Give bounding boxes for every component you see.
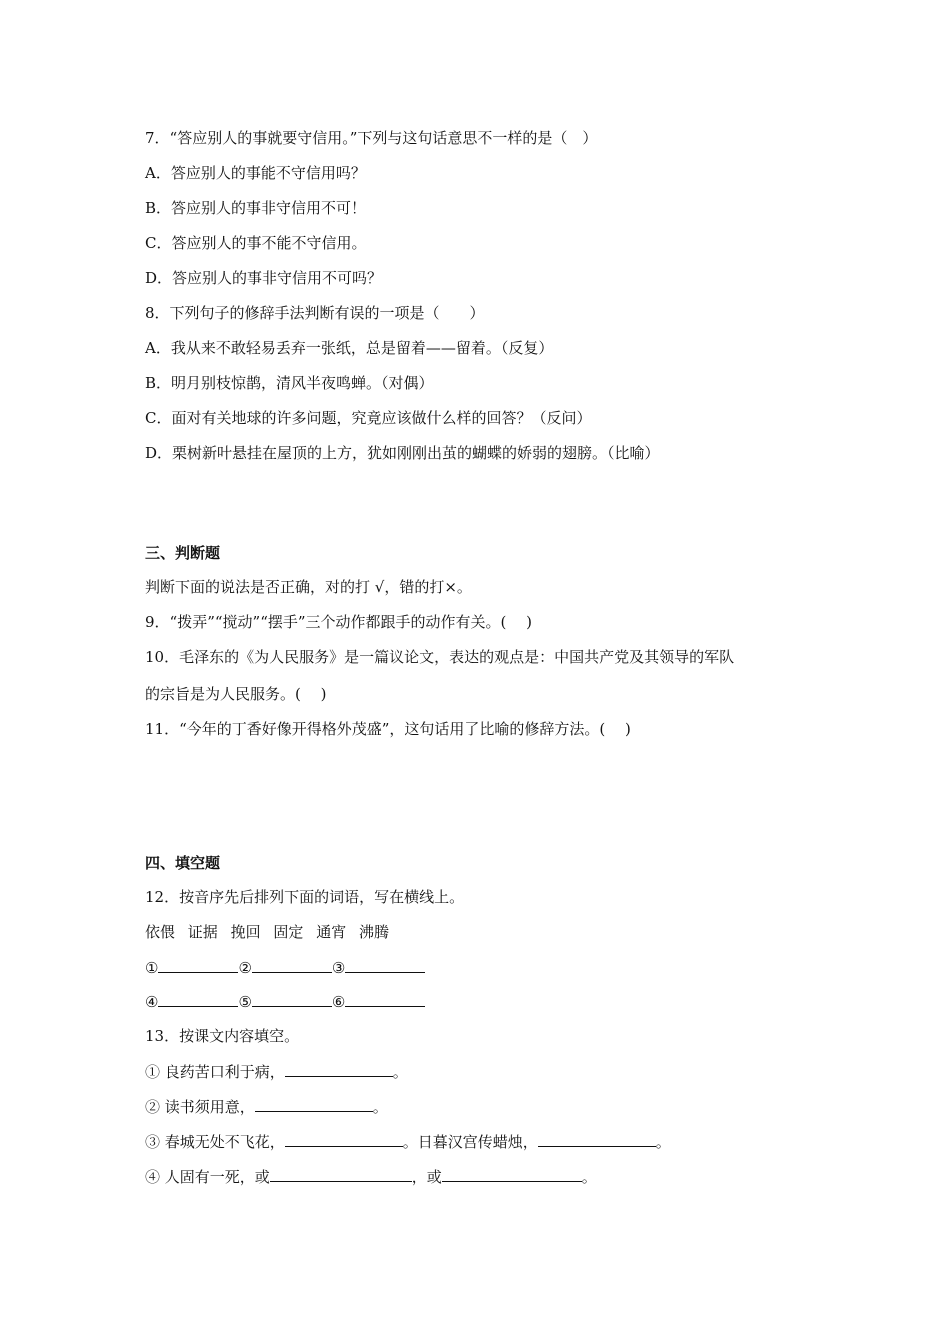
answer-mark: ⑤ (238, 993, 252, 1011)
q11-text: 11．“今年的丁香好像开得格外茂盛”，这句话用了比喻的修辞方法。( ) (145, 720, 631, 738)
answer-blank[interactable] (252, 957, 332, 973)
answer-blank[interactable] (158, 991, 238, 1007)
q12-word: 依偎 (145, 923, 176, 941)
q13-item-4: ④ 人固有一死，或 ，或 。 (145, 1168, 597, 1186)
answer-blank[interactable] (442, 1166, 582, 1182)
answer-blank[interactable] (270, 1166, 412, 1182)
answer-mark: ⑥ (331, 993, 346, 1011)
q7-option-c: C．答应别人的事不能不守信用。 (145, 234, 367, 252)
answer-blank[interactable] (158, 957, 238, 973)
section3-heading: 三、判断题 (145, 544, 221, 562)
section4-heading: 四、填空题 (145, 854, 221, 872)
q13-item-2: ② 读书须用意， 。 (145, 1098, 388, 1116)
q8-option-d: D．栗树新叶悬挂在屋顶的上方，犹如刚刚出茧的蝴蝶的娇弱的翅膀。（比喻） (145, 444, 660, 462)
answer-blank[interactable] (345, 957, 425, 973)
q13-stem: 13．按课文内容填空。 (145, 1027, 300, 1045)
q12-answer-row-1 (145, 957, 425, 978)
answer-blank[interactable] (252, 991, 332, 1007)
answer-mark: ① (145, 959, 159, 977)
answer-mark: ② (238, 959, 252, 977)
answer-mark: ③ (331, 959, 346, 977)
q8-option-b: B．明月别枝惊鹊，清风半夜鸣蝉。（对偶） (145, 374, 434, 392)
q13-item-3: ③ 春城无处不飞花， 。日暮汉宫传蜡烛， 。 (145, 1133, 671, 1151)
q12-word-list (145, 922, 389, 942)
q12-word: 证据 (187, 923, 218, 941)
answer-blank[interactable] (255, 1096, 373, 1112)
q7-option-b: B．答应别人的事非守信用不可！ (145, 199, 367, 217)
q9-text: 9．“拨弄”“搅动”“摆手”三个动作都跟手的动作有关。( ) (145, 613, 533, 631)
answer-mark: ④ (145, 993, 159, 1011)
q12-word: 沸腾 (358, 923, 389, 941)
q13-item-1: ① 良药苦口利于病， 。 (145, 1063, 408, 1081)
q7-option-a: A．答应别人的事能不守信用吗？ (145, 164, 366, 182)
answer-blank[interactable] (285, 1131, 403, 1147)
q10-text-line2: 的宗旨是为人民服务。( ) (145, 685, 327, 703)
q8-option-a: A．我从来不敢轻易丢弃一张纸，总是留着——留着。（反复） (145, 339, 554, 357)
answer-blank[interactable] (345, 991, 425, 1007)
q12-word: 挽回 (230, 923, 261, 941)
q12-answer-row-2 (145, 991, 425, 1012)
section3-instruction: 判断下面的说法是否正确，对的打 √，错的打×。 (145, 578, 472, 596)
q7-option-d: D．答应别人的事非守信用不可吗？ (145, 269, 383, 287)
q8-stem: 8．下列句子的修辞手法判断有误的一项是（ ） (145, 304, 485, 322)
answer-blank[interactable] (285, 1061, 393, 1077)
q10-text-line1: 10．毛泽东的《为人民服务》是一篇议论文，表达的观点是：中国共产党及其领导的军队 (145, 648, 735, 666)
q7-stem: 7．“答应别人的事就要守信用。”下列与这句话意思不一样的是（ ） (145, 129, 598, 147)
answer-blank[interactable] (538, 1131, 656, 1147)
q12-word: 通宵 (316, 923, 347, 941)
q12-word: 固定 (273, 923, 304, 941)
q12-stem: 12．按音序先后排列下面的词语，写在横线上。 (145, 888, 465, 906)
q8-option-c: C．面对有关地球的许多问题，究竟应该做什么样的回答？（反问） (145, 409, 592, 427)
